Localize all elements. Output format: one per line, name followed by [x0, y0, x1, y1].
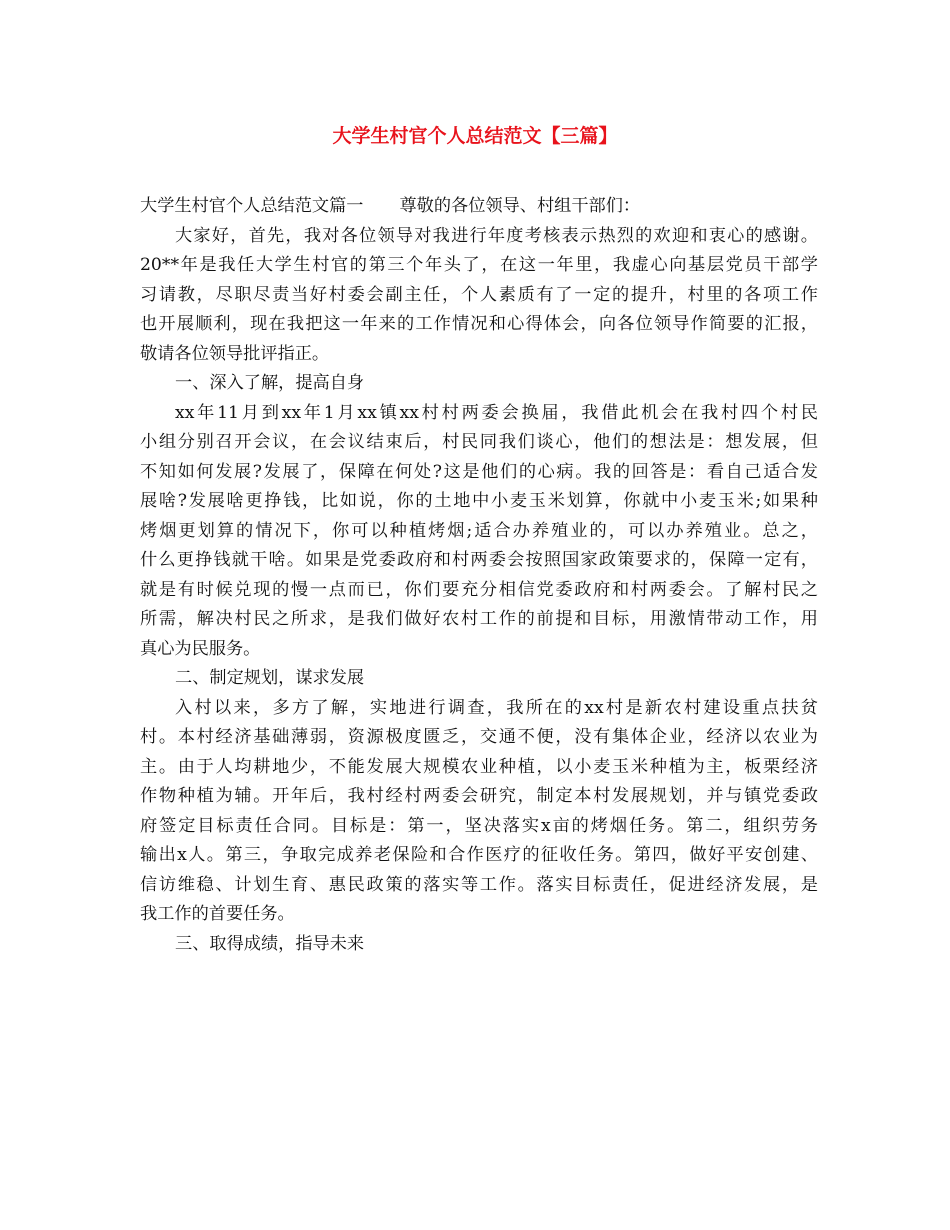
paragraph-line: 也开展顺利，现在我把这一年来的工作情况和心得体会，向各位领导作简要的汇报， [140, 314, 818, 334]
section-heading: 大学生村官个人总结范文篇一 [140, 196, 364, 216]
section-heading-block [140, 930, 818, 960]
paragraph [140, 694, 818, 930]
paragraph-line: 20**年是我任大学生村官的第三个年头了，在这一年里，我虚心向基层党员干部学 [140, 255, 818, 275]
section-heading: 二、制定规划，谋求发展 [175, 668, 365, 688]
paragraph-line: 输出x人。第三，争取完成养老保险和合作医疗的征收任务。第四，做好平安创建、 [140, 845, 818, 865]
paragraph-line: 什么更挣钱就干啥。如果是党委政府和村两委会按照国家政策要求的，保障一定有， [140, 550, 818, 570]
section-heading: 一、深入了解，提高自身 [175, 373, 365, 393]
paragraph-line: 大家好，首先，我对各位领导对我进行年度考核表示热烈的欢迎和衷心的感谢。 [175, 225, 818, 246]
paragraph-line: 府签定目标责任合同。目标是：第一，坚决落实x亩的烤烟任务。第二，组织劳务 [140, 815, 818, 836]
paragraph-line: 主。由于人均耕地少，不能发展大规模农业种植，以小麦玉米种植为主，板栗经济 [140, 756, 818, 777]
section-heading-block [140, 369, 818, 399]
paragraph-line: 信访维稳、计划生育、惠民政策的落实等工作。落实目标责任，促进经济发展，是 [140, 874, 818, 895]
paragraph [140, 399, 818, 665]
paragraph-line: 就是有时候兑现的慢一点而已，你们要充分相信党委政府和村两委会。了解村民之 [140, 579, 818, 600]
paragraph-line: 展啥?发展啥更挣钱，比如说，你的土地中小麦玉米划算，你就中小麦玉米;如果种 [140, 491, 818, 511]
intro-line [140, 192, 818, 222]
paragraph-line: 作物种植为辅。开年后，我村经村两委会研究，制定本村发展规划，并与镇党委政 [140, 786, 818, 806]
section-heading: 三、取得成绩，指导未来 [175, 933, 365, 954]
section-heading-block [140, 664, 818, 694]
paragraph [140, 222, 818, 370]
paragraph-line: 我工作的首要任务。 [140, 904, 295, 924]
paragraph-line: 习请教，尽职尽责当好村委会副主任，个人素质有了一定的提升，村里的各项工作 [140, 284, 818, 305]
paragraph-line: 所需，解决村民之所求，是我们做好农村工作的前提和目标，用激情带动工作，用 [140, 609, 818, 629]
document-title: 大学生村官个人总结范文【三篇】 [332, 125, 618, 147]
paragraph-line: 小组分别召开会议，在会议结束后，村民同我们谈心，他们的想法是：想发展，但 [140, 432, 818, 452]
paragraph-line: 入村以来，多方了解，实地进行调查，我所在的xx村是新农村建设重点扶贫 [175, 697, 818, 718]
paragraph-line: 真心为民服务。 [140, 638, 261, 659]
paragraph-line: 烤烟更划算的情况下，你可以种植烤烟;适合办养殖业的，可以办养殖业。总之， [140, 520, 818, 541]
content-blocks [140, 222, 818, 960]
paragraph-line: 敬请各位领导批评指正。 [140, 343, 330, 364]
document-body [140, 192, 818, 959]
salutation: 尊敬的各位领导、村组干部们： [399, 196, 641, 216]
paragraph-line: 不知如何发展?发展了，保障在何处?这是他们的心病。我的回答是：看自己适合发 [140, 461, 818, 482]
paragraph-line: 村。本村经济基础薄弱，资源极度匮乏，交通不便，没有集体企业，经济以农业为 [140, 727, 818, 747]
paragraph-line: xx年11月到xx年1月xx镇xx村村两委会换届，我借此机会在我村四个村民 [175, 402, 818, 423]
